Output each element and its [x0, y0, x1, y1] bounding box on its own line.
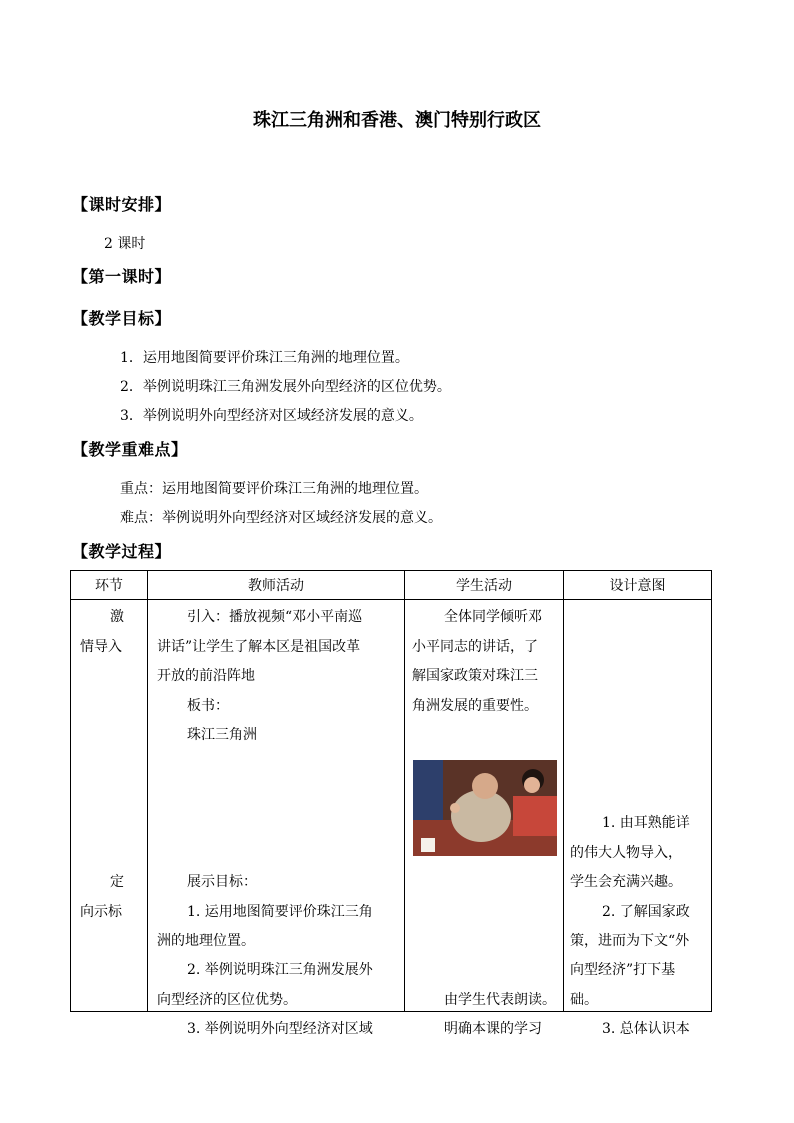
design-text: 向型经济”打下基	[570, 962, 676, 978]
teacher-text: 3. 举例说明外向型经济对区域	[187, 1021, 373, 1037]
teacher-text: 2. 举例说明珠江三角洲发展外	[187, 962, 373, 978]
phase-text: 情导入	[80, 639, 122, 655]
student-text: 解国家政策对珠江三	[412, 668, 538, 684]
phase-text: 激	[110, 609, 124, 625]
column-header: 学生活动	[405, 571, 564, 600]
process-table	[70, 570, 712, 1037]
student-text: 明确本课的学习	[444, 1021, 542, 1037]
objectives-heading: 【教学目标】	[72, 309, 172, 328]
teacher-text: 向型经济的区位优势。	[157, 992, 297, 1008]
teacher-text: 展示目标：	[187, 874, 257, 890]
teacher-text: 1. 运用地图简要评价珠江三角	[187, 904, 373, 920]
teacher-text: 珠江三角洲	[187, 727, 257, 743]
phase-text: 向示标	[80, 904, 122, 920]
objective-item: 3．举例说明外向型经济对区域经济发展的意义。	[120, 408, 423, 424]
column-header: 环节	[71, 571, 148, 600]
key-point-item: 重点：运用地图简要评价珠江三角洲的地理位置。	[120, 481, 428, 497]
design-intent-cell	[564, 600, 712, 1037]
student-text: 由学生代表朗读。	[444, 992, 556, 1008]
teacher-text: 引入：播放视频“邓小平南巡	[187, 609, 363, 625]
design-text: 学生会充满兴趣。	[570, 874, 682, 890]
design-text: 1. 由耳熟能详	[602, 815, 690, 831]
lesson1-heading: 【第一课时】	[72, 267, 172, 286]
photo-illustration	[413, 760, 557, 856]
page-title: 珠江三角洲和香港、澳门特别行政区	[253, 110, 541, 131]
objective-item: 2．举例说明珠江三角洲发展外向型经济的区位优势。	[120, 379, 451, 395]
column-header: 教师活动	[148, 571, 405, 600]
design-text: 2. 了解国家政	[602, 904, 690, 920]
design-text: 础。	[570, 992, 598, 1008]
design-text: 3. 总体认识本	[602, 1021, 690, 1037]
design-text: 的伟大人物导入，	[570, 845, 682, 861]
key-points-heading: 【教学重难点】	[72, 440, 188, 459]
key-point-item: 难点：举例说明外向型经济对区域经济发展的意义。	[120, 510, 442, 526]
column-header: 设计意图	[564, 571, 712, 600]
design-text: 策，进而为下文“外	[570, 933, 690, 949]
schedule-heading: 【课时安排】	[72, 195, 172, 214]
table-row	[71, 600, 712, 1012]
phase-cell	[71, 600, 148, 1012]
teacher-text: 讲话”让学生了解本区是祖国改革	[157, 639, 361, 655]
phase-text: 定	[110, 874, 124, 890]
process-heading: 【教学过程】	[72, 542, 172, 561]
teacher-text: 洲的地理位置。	[157, 933, 255, 949]
objective-item: 1．运用地图简要评价珠江三角洲的地理位置。	[120, 350, 409, 366]
historical-photo	[413, 760, 557, 856]
student-activity-cell	[405, 600, 564, 1037]
teacher-text: 板书：	[187, 698, 229, 714]
schedule-text: 2 课时	[104, 236, 146, 252]
table-header-row	[71, 571, 712, 600]
teacher-activity-cell	[148, 600, 405, 1037]
student-text: 小平同志的讲话，了	[412, 639, 538, 655]
teacher-text: 开放的前沿阵地	[157, 668, 255, 684]
student-text: 角洲发展的重要性。	[412, 698, 538, 714]
student-text: 全体同学倾听邓	[444, 609, 542, 625]
